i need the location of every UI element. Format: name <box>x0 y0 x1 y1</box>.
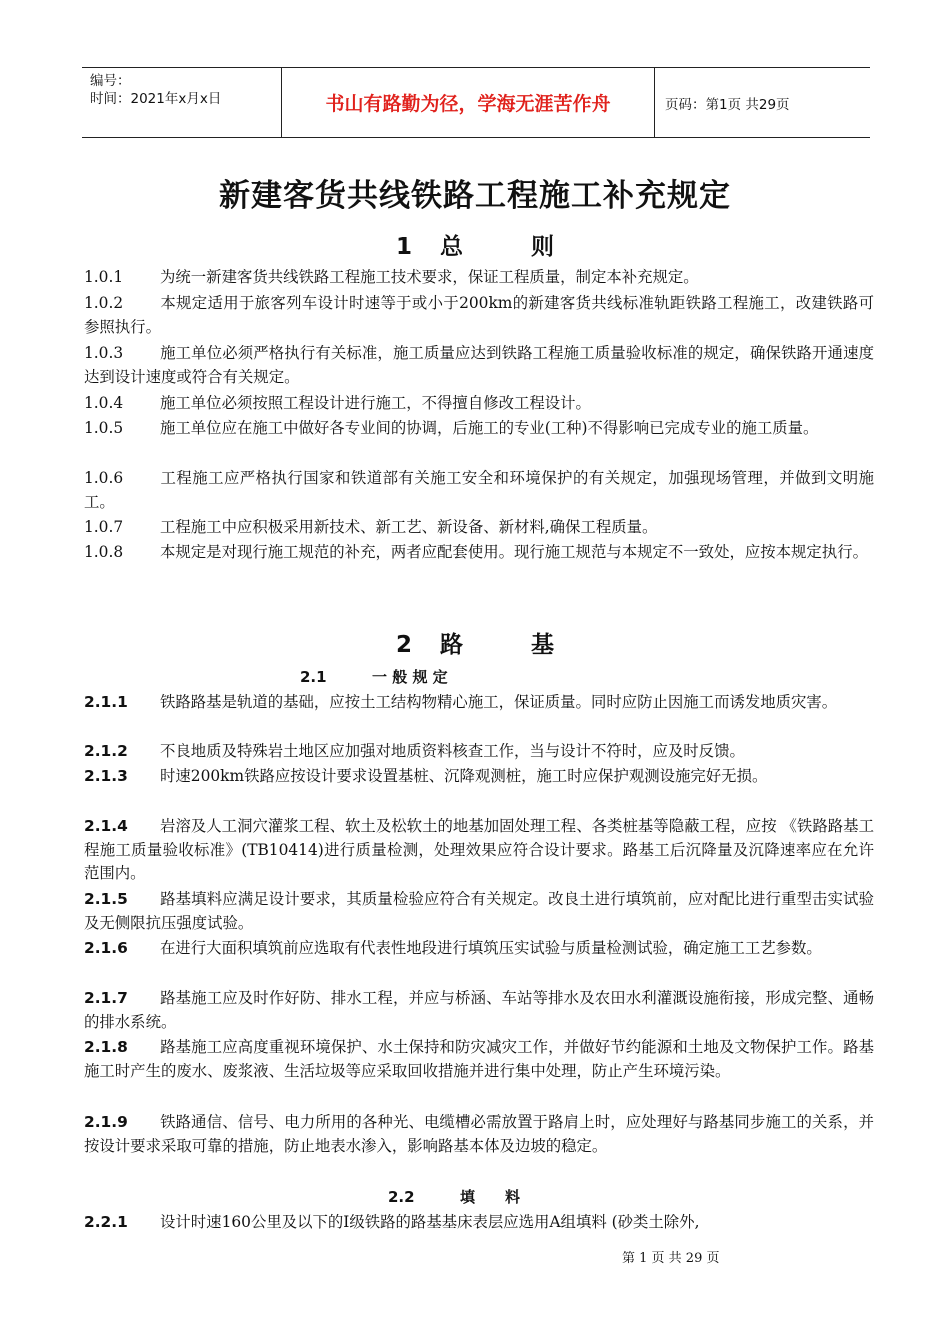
clause-number: 2.1.7 <box>84 989 128 1007</box>
clause-number: 2.1.5 <box>84 890 128 908</box>
clause-2-1-4 <box>84 815 874 886</box>
header-meta <box>82 68 282 137</box>
clause-text: 为统一新建客货共线铁路工程施工技术要求，保证工程质量，制定本补充规定。 <box>160 268 699 286</box>
section-number: 2.2 <box>388 1188 415 1206</box>
clause-number: 1.0.1 <box>84 268 124 286</box>
clause-number: 2.1.6 <box>84 939 128 957</box>
clause-number: 2.1.2 <box>84 742 128 760</box>
document-header <box>82 67 870 138</box>
header-motto: 书山有路勤为径，学海无涯苦作舟 <box>282 68 655 137</box>
clause-text: 施工单位必须严格执行有关标准，施工质量应达到铁路工程施工质量验收标准的规定，确保铁路开通速度达到设计速度或符合有关规定。 <box>84 344 874 386</box>
chapter-title-part: 基 <box>531 632 554 658</box>
clause-number: 1.0.7 <box>84 518 124 536</box>
clause-1-0-7 <box>84 516 874 540</box>
section-title: 填 料 <box>460 1188 521 1206</box>
chapter-1-heading <box>0 228 950 261</box>
clause-text: 岩溶及人工洞穴灌浆工程、软土及松软土的地基加固处理工程、各类桩基等隐蔽工程，应按 《铁路路基工程施工质量验收标准》(TB10414)进行质量检测，处理效果应符合设计要求。路基工后沉降量及沉降速率应在允许范围内。 <box>84 817 874 882</box>
clause-text: 不良地质及特殊岩土地区应加强对地质资料核查工作，当与设计不符时，应及时反馈。 <box>160 742 745 760</box>
clause-2-1-5 <box>84 888 874 935</box>
chapter-title-part: 则 <box>531 234 554 260</box>
clause-1-0-4 <box>84 392 874 416</box>
clause-number: 2.2.1 <box>84 1213 128 1231</box>
clause-1-0-2 <box>84 292 874 339</box>
page-footer: 第 1 页 共 29 页 <box>622 1251 720 1266</box>
clause-text: 时速200km铁路应按设计要求设置基桩、沉降观测桩，施工时应保护观测设施完好无损。 <box>160 767 768 785</box>
clause-number: 1.0.8 <box>84 543 124 561</box>
clause-2-1-1 <box>84 691 874 715</box>
chapter-title-part: 总 <box>440 234 463 260</box>
clause-text: 工程施工应严格执行国家和铁道部有关施工安全和环境保护的有关规定，加强现场管理，并做到文明施工。 <box>84 469 874 511</box>
clause-text: 本规定是对现行施工规范的补充，两者应配套使用。现行施工规范与本规定不一致处，应按本规定执行。 <box>160 543 868 561</box>
clause-2-1-2 <box>84 740 874 764</box>
clause-text: 工程施工中应积极采用新技术、新工艺、新设备、新材料,确保工程质量。 <box>160 518 658 536</box>
section-2-2-heading <box>388 1186 520 1207</box>
clause-1-0-8 <box>84 541 874 565</box>
clause-number: 1.0.4 <box>84 394 124 412</box>
clause-text: 铁路路基是轨道的基础，应按土工结构物精心施工，保证质量。同时应防止因施工而诱发地质灾害。 <box>160 693 838 711</box>
clause-text: 路基施工应及时作好防、排水工程，并应与桥涵、车站等排水及农田水利灌溉设施衔接，形成完整、通畅的排水系统。 <box>84 989 874 1031</box>
chapter-title-part: 路 <box>440 632 463 658</box>
clause-text: 本规定适用于旅客列车设计时速等于或小于200km的新建客货共线标准轨距铁路工程施工，改建铁路可参照执行。 <box>84 294 874 336</box>
clause-1-0-3 <box>84 342 874 389</box>
chapter-number: 2 <box>395 632 412 658</box>
clause-2-1-8 <box>84 1036 874 1083</box>
clause-2-1-7 <box>84 987 874 1034</box>
clause-text: 施工单位必须按照工程设计进行施工，不得擅自修改工程设计。 <box>160 394 591 412</box>
clause-number: 1.0.6 <box>84 469 124 487</box>
number-label: 编号： <box>90 73 131 89</box>
clause-number: 2.1.8 <box>84 1038 128 1056</box>
clause-2-1-6 <box>84 937 874 961</box>
clause-2-2-1 <box>84 1211 874 1235</box>
clause-text: 路基施工应高度重视环境保护、水土保持和防灾减灾工作，并做好节约能源和土地及文物保护工作。路基施工时产生的废水、废浆液、生活垃圾等应采取回收措施并进行集中处理，防止产生环境污染。 <box>84 1038 874 1080</box>
clause-text: 铁路通信、信号、电力所用的各种光、电缆槽必需放置于路肩上时，应处理好与路基同步施工的关系，并按设计要求采取可靠的措施，防止地表水渗入，影响路基本体及边坡的稳定。 <box>84 1113 874 1155</box>
time-label: 时间：2021年x月x日 <box>90 91 222 107</box>
chapter-number: 1 <box>395 234 412 260</box>
header-page-info: 页码：第1页 共29页 <box>665 96 790 113</box>
clause-text: 在进行大面积填筑前应选取有代表性地段进行填筑压实试验与质量检测试验，确定施工工艺参数。 <box>160 939 822 957</box>
clause-number: 2.1.1 <box>84 693 128 711</box>
clause-number: 2.1.9 <box>84 1113 128 1131</box>
chapter-2-heading <box>0 626 950 659</box>
clause-1-0-5 <box>84 417 874 441</box>
clause-2-1-9 <box>84 1111 874 1158</box>
clause-1-0-1 <box>84 266 874 290</box>
clause-number: 1.0.2 <box>84 294 124 312</box>
clause-text: 路基填料应满足设计要求，其质量检验应符合有关规定。改良土进行填筑前，应对配比进行重型击实试验及无侧限抗压强度试验。 <box>84 890 874 932</box>
section-2-1-heading <box>300 666 448 687</box>
clause-2-1-3 <box>84 765 874 789</box>
document-title: 新建客货共线铁路工程施工补充规定 <box>219 178 731 214</box>
clause-text: 施工单位应在施工中做好各专业间的协调，后施工的专业(工种)不得影响已完成专业的施工质量。 <box>160 419 819 437</box>
clause-text: 设计时速160公里及以下的Ⅰ级铁路的路基基床表层应选用A组填料 (砂类土除外, <box>160 1213 700 1231</box>
clause-1-0-6 <box>84 467 874 514</box>
clause-number: 2.1.3 <box>84 767 128 785</box>
clause-number: 1.0.5 <box>84 419 124 437</box>
clause-number: 2.1.4 <box>84 817 128 835</box>
clause-number: 1.0.3 <box>84 344 124 362</box>
section-title: 一 般 规 定 <box>372 668 448 686</box>
section-number: 2.1 <box>300 668 327 686</box>
